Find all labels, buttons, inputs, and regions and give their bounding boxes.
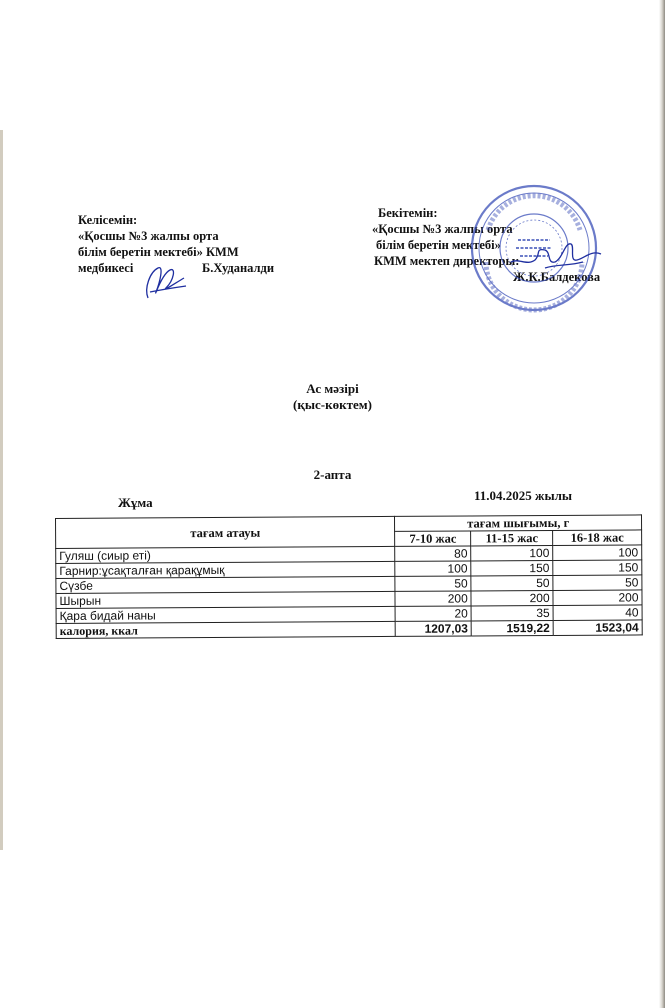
dish-name: Шырын bbox=[56, 591, 395, 608]
menu-day: Жұма bbox=[118, 495, 153, 510]
calorie-value: 1519,22 bbox=[471, 620, 553, 635]
approval-left-line2: «Қосшы №3 жалпы орта bbox=[78, 229, 219, 243]
menu-season: (қыс-көктем) bbox=[293, 397, 372, 412]
dish-yield: 50 bbox=[553, 575, 642, 591]
dish-yield: 200 bbox=[471, 590, 553, 605]
calorie-value: 1523,04 bbox=[553, 620, 642, 636]
approval-right-line2: «Қосшы №3 жалпы орта bbox=[372, 222, 513, 236]
dish-yield: 100 bbox=[553, 545, 642, 561]
col-header-age-11-15: 11-15 жас bbox=[471, 530, 553, 545]
dish-yield: 150 bbox=[553, 560, 642, 576]
dish-yield: 50 bbox=[471, 575, 553, 590]
dish-yield: 200 bbox=[553, 590, 642, 606]
dish-yield: 50 bbox=[395, 576, 471, 591]
dish-name: Сүзбе bbox=[56, 576, 395, 593]
col-header-yield: тағам шығымы, г bbox=[395, 515, 642, 532]
approval-right-line1: Бекітемін: bbox=[378, 206, 438, 220]
dish-name: Гарнир:ұсақталған қарақұмық bbox=[56, 561, 395, 578]
dish-yield: 150 bbox=[471, 560, 553, 575]
menu-date: 11.04.2025 жылы bbox=[474, 488, 573, 503]
dish-yield: 20 bbox=[395, 606, 471, 621]
dish-yield: 200 bbox=[395, 591, 471, 606]
approval-left-line3: білім беретін мектебі» КММ bbox=[78, 245, 239, 259]
menu-week: 2-апта bbox=[313, 467, 352, 482]
dish-yield: 40 bbox=[553, 605, 642, 621]
calorie-value: 1207,03 bbox=[395, 621, 471, 636]
scan-left-edge bbox=[0, 130, 3, 850]
approval-left-line4: медбикесі bbox=[78, 261, 134, 275]
approval-right-line4: КММ мектеп директоры: bbox=[374, 254, 520, 268]
nurse-name: Б.Худаналди bbox=[202, 261, 275, 275]
dish-yield: 100 bbox=[471, 545, 553, 560]
approval-right-line3: білім беретін мектебі» bbox=[376, 238, 501, 252]
menu-title: Ас мәзірі bbox=[306, 381, 359, 396]
dish-name: Қара бидай наны bbox=[56, 606, 395, 623]
col-header-age-7-10: 7-10 жас bbox=[395, 531, 471, 546]
col-header-dish-name: тағам атауы bbox=[56, 516, 396, 548]
dish-yield: 35 bbox=[471, 605, 553, 620]
scan-right-edge bbox=[659, 0, 665, 1008]
dish-yield: 100 bbox=[395, 561, 471, 576]
approval-left-line1: Келісемін: bbox=[78, 213, 138, 227]
calorie-label: калория, ккал bbox=[56, 621, 395, 638]
dish-name: Гуляш (сиыр еті) bbox=[56, 546, 395, 563]
dish-yield: 80 bbox=[395, 546, 471, 561]
director-name: Ж.К.Балдекова bbox=[513, 270, 601, 284]
nurse-signature-icon bbox=[140, 262, 190, 304]
col-header-age-16-18: 16-18 жас bbox=[553, 530, 642, 546]
menu-table bbox=[55, 514, 643, 639]
total-row bbox=[56, 620, 642, 639]
director-signature-icon bbox=[505, 232, 605, 276]
